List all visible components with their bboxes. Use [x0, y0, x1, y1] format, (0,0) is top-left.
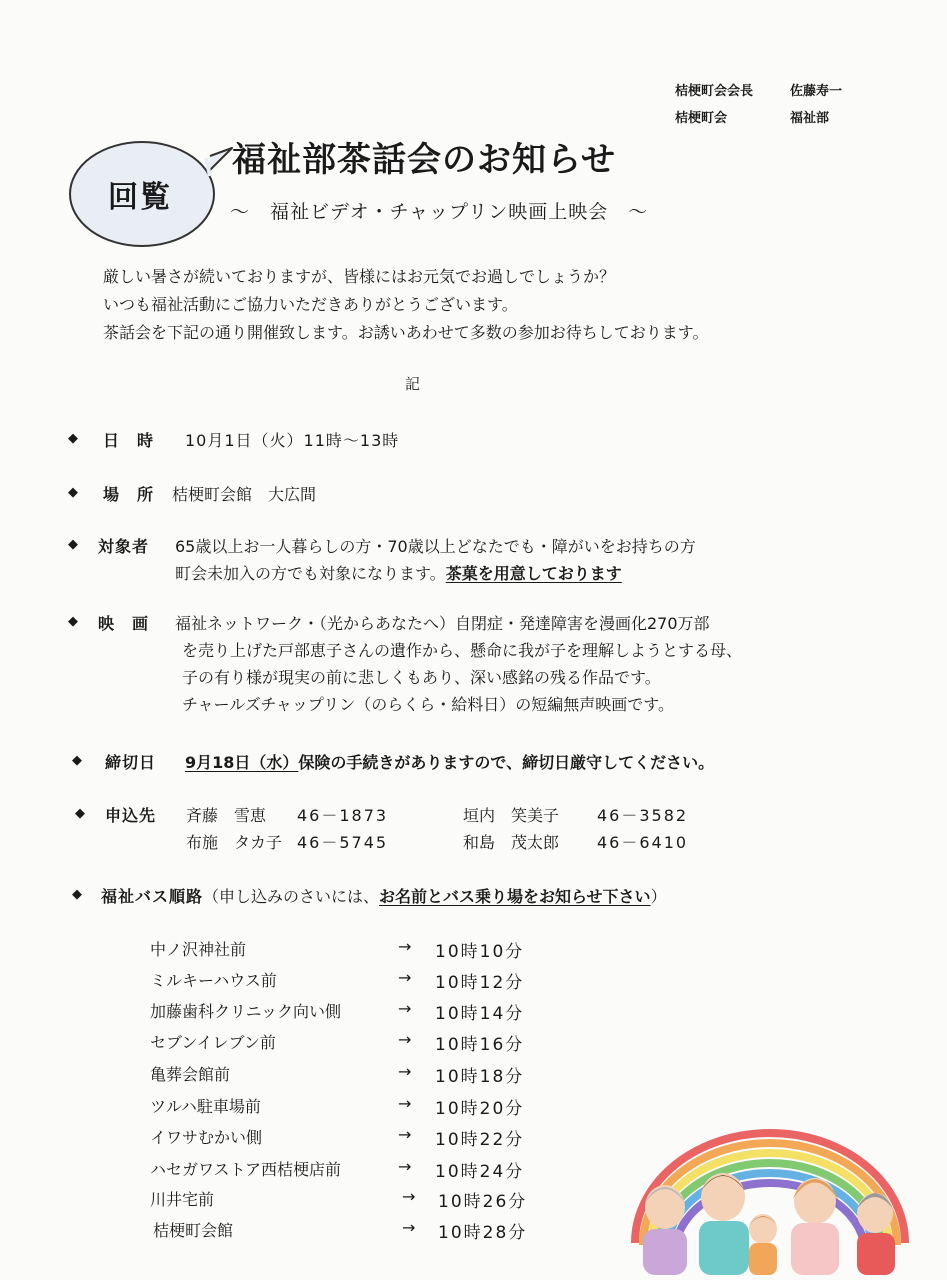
bus-stop-name: ハセガワストア西桔梗店前 — [150, 1160, 342, 1179]
deadline-line — [185, 750, 714, 773]
bus-stop-name: イワサむかい側 — [150, 1128, 263, 1147]
sender-dept: 福祉部 — [790, 111, 830, 126]
intro-line-2: いつも福祉活動にご協力いただきありがとうございます。 — [103, 295, 518, 314]
intro-line-1: 厳しい暑さが続いておりますが、皆様にはお元気でお過しでしょうか？ — [103, 267, 616, 286]
arrow-right-icon: → — [398, 968, 412, 987]
contact-name: 斉藤 雪恵 — [186, 806, 267, 825]
bus-stop-name: 中ノ沢神社前 — [150, 940, 247, 959]
movie-line-1: 福祉ネットワーク・（光からあなたへ）自閉症・発達障害を漫画化270万部 — [175, 614, 710, 633]
bus-stop-time: 10時10分 — [435, 942, 525, 962]
bus-stop-time: 10時12分 — [435, 973, 525, 993]
bus-stop-name: ミルキーハウス前 — [150, 971, 277, 990]
bus-note: （申し込みのさいには、 — [203, 887, 380, 906]
bullet-icon: ◆ — [68, 614, 78, 629]
intro-line-3: 茶話会を下記の通り開催致します。お誘いあわせて多数の参加お待ちしております。 — [103, 323, 709, 342]
contact-name: 和島 茂太郎 — [463, 833, 560, 852]
bus-stop-name: 加藤歯科クリニック向い側 — [150, 1002, 342, 1021]
arrow-right-icon: → — [398, 1062, 412, 1081]
bus-note-emphasis: お名前とバス乗り場をお知らせ下さい — [379, 887, 651, 906]
bus-stop-name: ツルハ駐車場前 — [150, 1097, 261, 1116]
target-line-2 — [175, 561, 622, 584]
arrow-right-icon: → — [398, 1157, 412, 1176]
arrow-right-icon: → — [398, 1125, 412, 1144]
arrow-right-icon: → — [398, 999, 412, 1018]
bus-note-close: ） — [650, 887, 667, 906]
contact-phone: 46－6410 — [597, 833, 689, 852]
bus-stop-time: 10時16分 — [435, 1035, 525, 1055]
bus-stop-time: 10時26分 — [438, 1192, 528, 1212]
contact-label: 申込先 — [105, 806, 157, 825]
movie-label: 映 画 — [98, 614, 150, 633]
bus-stop-name: 川井宅前 — [150, 1190, 215, 1209]
contact-phone: 46－1873 — [297, 806, 389, 825]
bullet-icon: ◆ — [68, 431, 78, 446]
page-subtitle: ～ 福祉ビデオ・チャップリン映画上映会 ～ — [230, 201, 649, 223]
movie-line-2: を売り上げた戸部恵子さんの遺作から、懸命に我が子を理解しようとする母、 — [182, 641, 743, 660]
bus-stop-name: セブンイレブン前 — [150, 1033, 276, 1052]
movie-line-4: チャールズチャップリン（のらくら・給料日）の短編無声映画です。 — [182, 695, 675, 714]
sender-org-1: 桔梗町会会長 — [675, 84, 754, 99]
target-note: 町会未加入の方でも対象になります。 — [175, 564, 446, 583]
arrow-right-icon: → — [398, 1030, 412, 1049]
bullet-icon: ◆ — [75, 806, 85, 821]
bus-stop-name: 亀葬会館前 — [150, 1065, 231, 1084]
datetime-value: 10月1日（火）11時～13時 — [185, 431, 400, 450]
deadline-date: 9月18日（水） — [185, 753, 299, 772]
bullet-icon: ◆ — [72, 887, 82, 902]
bus-stop-time: 10時24分 — [435, 1162, 525, 1182]
bullet-icon: ◆ — [68, 537, 78, 552]
contact-name: 布施 タカ子 — [186, 833, 283, 852]
arrow-right-icon: → — [402, 1187, 416, 1206]
contact-phone: 46－5745 — [297, 833, 389, 852]
sender-org-2: 桔梗町会 — [675, 111, 728, 126]
movie-line-3: 子の有り様が現実の前に悲しくもあり、深い感銘の残る作品です。 — [182, 668, 661, 687]
place-value: 桔梗町会館 大広間 — [172, 485, 317, 504]
rainbow-family-illustration — [625, 1125, 915, 1275]
circular-label: 回覧 — [108, 180, 172, 215]
page-title: 福祉部茶話会のお知らせ — [232, 140, 616, 180]
sender-name: 佐藤寿一 — [790, 84, 843, 99]
bus-stop-time: 10時18分 — [435, 1067, 525, 1087]
target-refreshments: 茶菓を用意しております — [445, 564, 622, 583]
target-line-1: 65歳以上お一人暮らしの方・70歳以上どなたでも・障がいをお持ちの方 — [175, 537, 696, 556]
bus-stop-time: 10時14分 — [435, 1004, 525, 1024]
deadline-note: 保険の手続きがありますので、締切日厳守してください。 — [298, 753, 715, 772]
bus-stop-time: 10時28分 — [438, 1223, 528, 1243]
contact-name: 垣内 笑美子 — [463, 806, 560, 825]
arrow-right-icon: → — [398, 937, 412, 956]
bus-label: 福祉バス順路 — [101, 887, 204, 906]
contact-phone: 46－3582 — [597, 806, 689, 825]
arrow-right-icon: → — [402, 1218, 416, 1237]
datetime-label: 日 時 — [103, 431, 155, 450]
deadline-label: 締切日 — [105, 753, 157, 772]
ki-heading: 記 — [405, 375, 421, 393]
arrow-right-icon: → — [398, 1094, 412, 1113]
bus-heading — [101, 884, 667, 907]
bus-stop-name: 桔梗町会館 — [153, 1221, 234, 1240]
bus-stop-time: 10時22分 — [435, 1130, 525, 1150]
place-label: 場 所 — [103, 485, 155, 504]
target-label: 対象者 — [98, 537, 150, 556]
bullet-icon: ◆ — [72, 753, 82, 768]
bullet-icon: ◆ — [68, 485, 78, 500]
bus-stop-time: 10時20分 — [435, 1099, 525, 1119]
